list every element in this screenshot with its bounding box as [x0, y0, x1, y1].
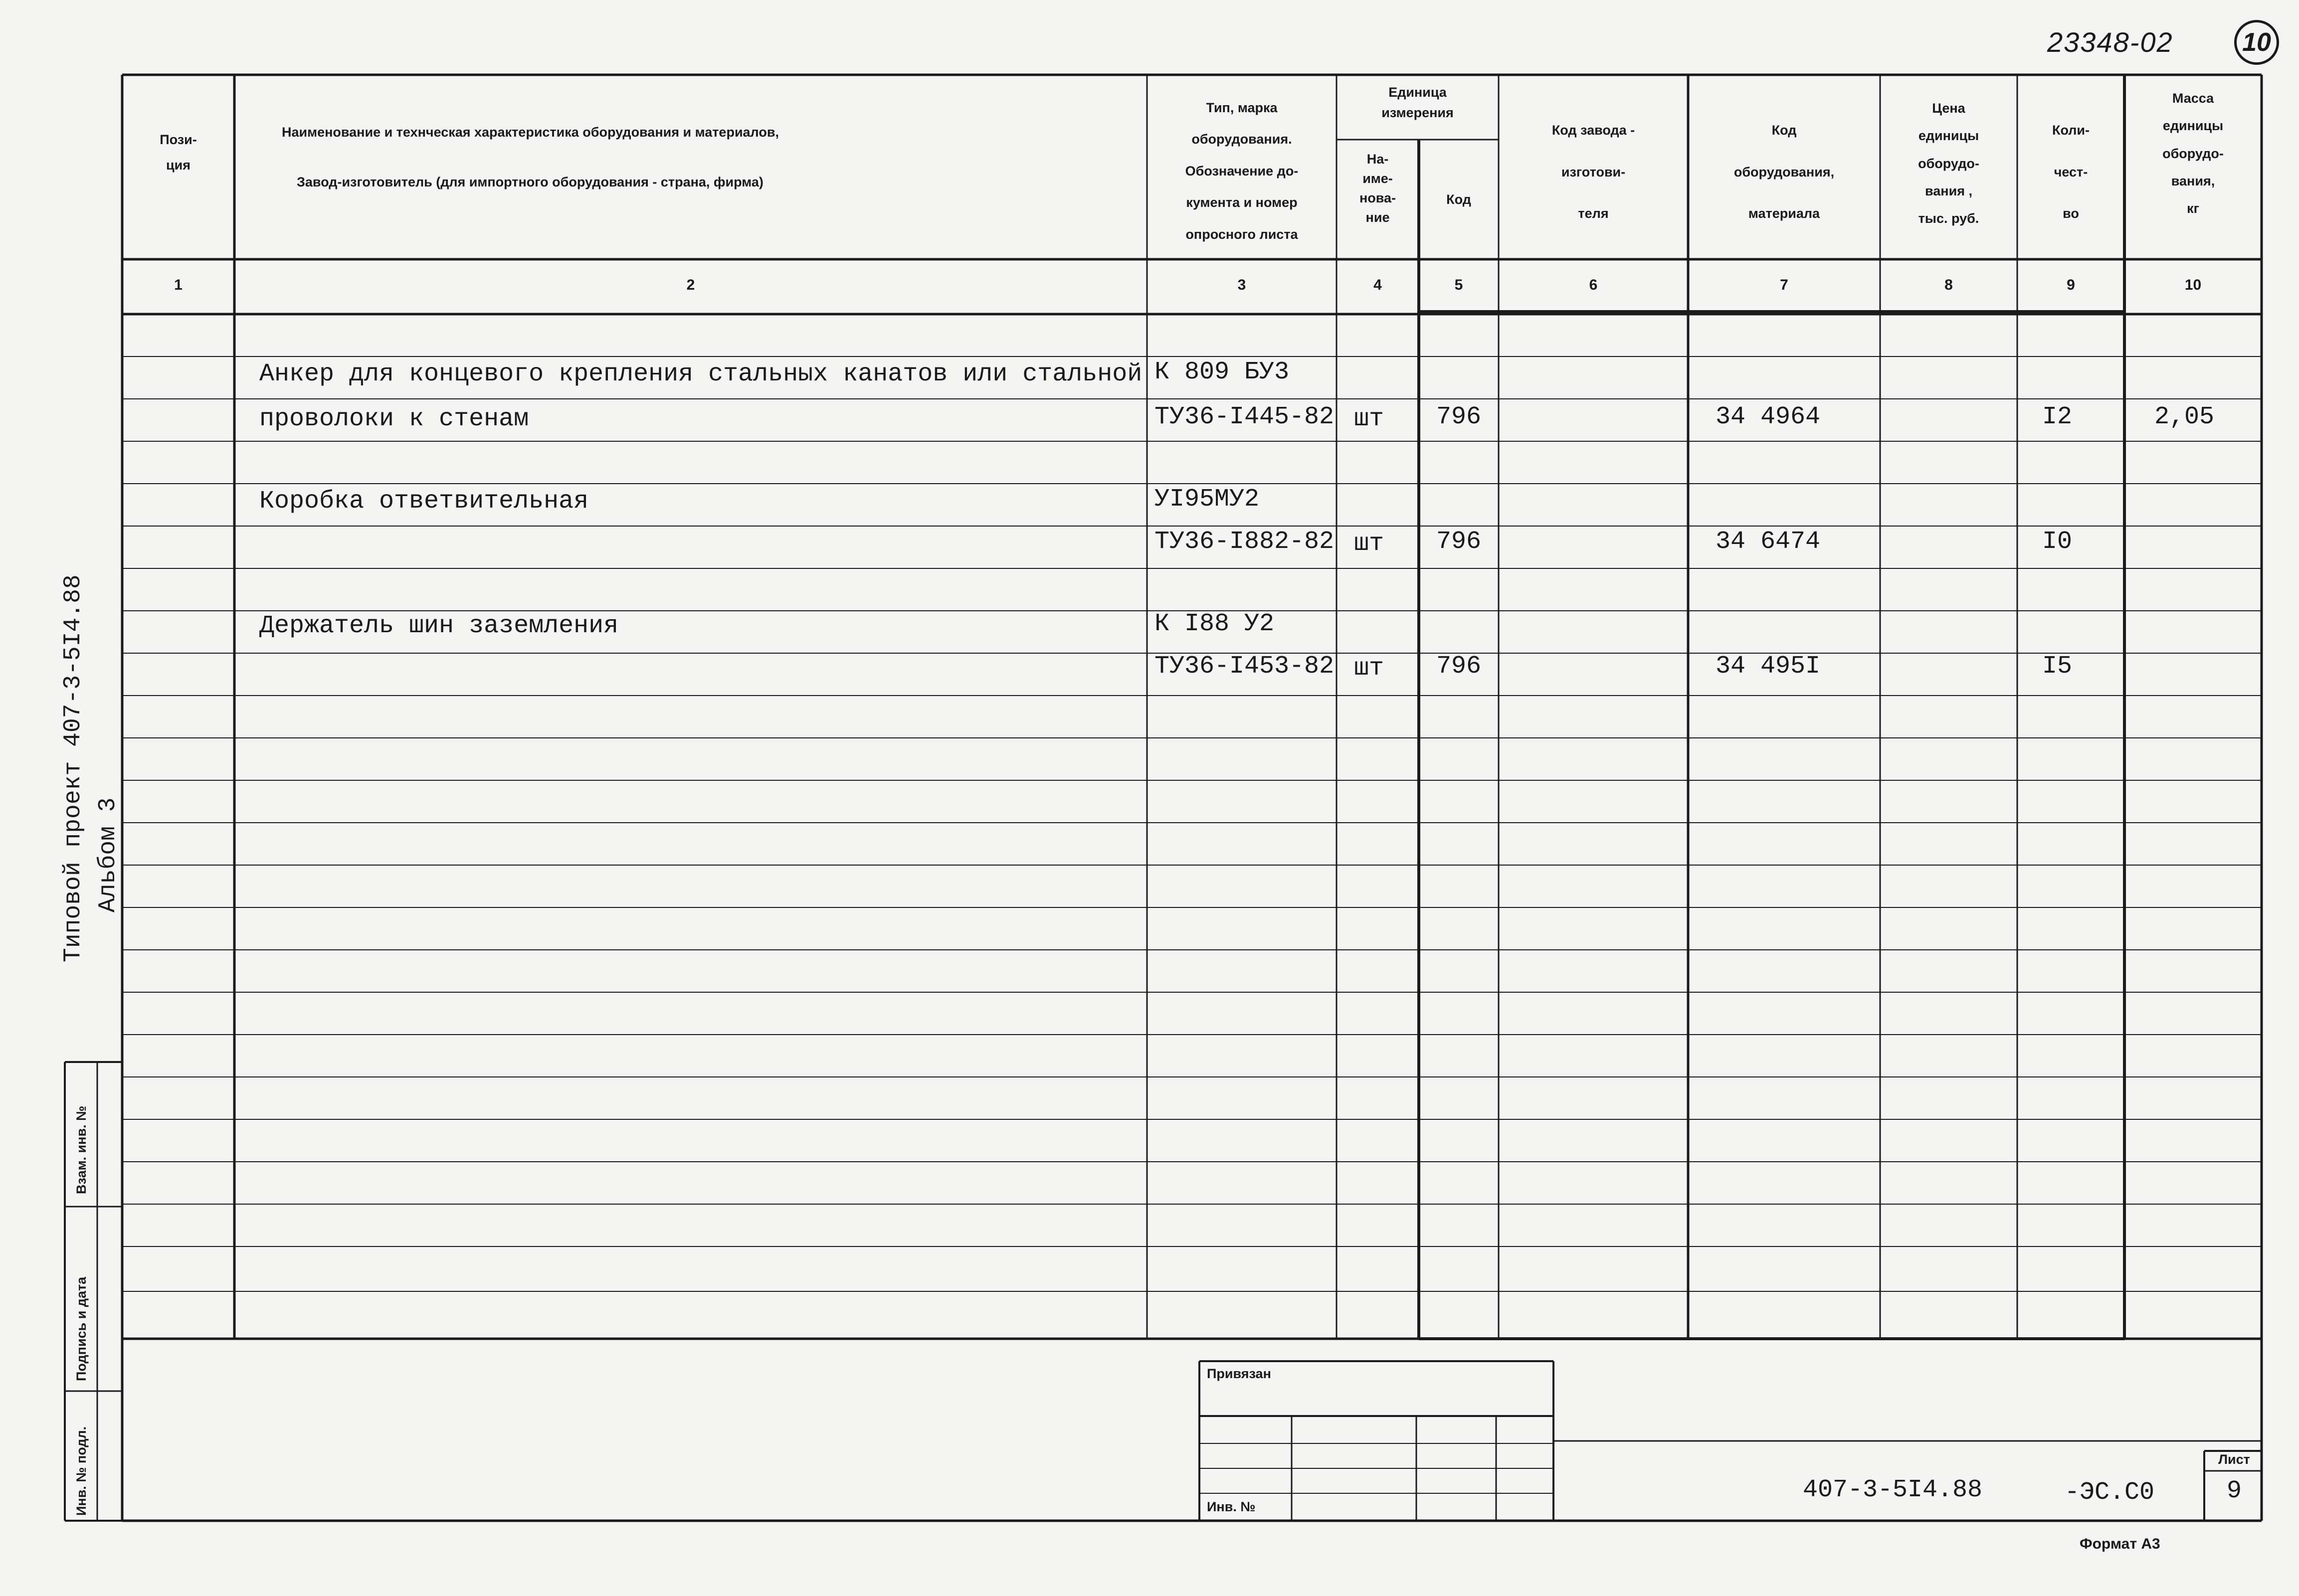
header-factory-code: Код завода - изготови- теля [1551, 123, 1635, 221]
row-anchor-mass: 2,05 [2154, 403, 2215, 431]
column-number: 2 [686, 277, 695, 293]
stamp-inv-podl: Инв. № подл. [74, 1426, 89, 1516]
header-quantity: Коли- чест- во [2052, 123, 2090, 221]
column-number: 5 [1454, 277, 1463, 293]
format-label: Формат А3 [2080, 1536, 2160, 1552]
title-doc-suffix: -ЭС.С0 [2065, 1478, 2155, 1507]
title-privyazan: Привязан [1207, 1366, 1271, 1381]
column-number: 8 [1944, 277, 1953, 293]
side-title-album: Альбом 3 [95, 797, 122, 912]
row-anchor-unit: шт [1354, 405, 1384, 433]
header-position: Пози- ция [160, 132, 197, 173]
header-unit-code: Код [1446, 192, 1471, 207]
header-price: Цена единицы оборудо- вания , тыс. руб. [1918, 101, 1979, 226]
row-anchor-name-cont: проволоки к стенам [259, 405, 529, 433]
row-anchor-quantity: I2 [2042, 403, 2073, 431]
row-holder-name: Держатель шин заземления [259, 612, 619, 640]
stamp-vzam-inv: Взам. инв. № [74, 1105, 89, 1194]
title-inv-no: Инв. № [1207, 1499, 1256, 1514]
document-number: 23348-02 [2047, 26, 2173, 58]
row-holder-spec: ТУ36-I453-82 [1154, 652, 1335, 681]
column-number: 6 [1589, 277, 1598, 293]
row-box-type: УI95МУ2 [1154, 485, 1260, 514]
row-holder-quantity: I5 [2042, 652, 2073, 681]
column-number: 4 [1373, 277, 1382, 293]
row-anchor-code: 796 [1436, 403, 1482, 431]
header-unit-name: На- име- нова- ние [1359, 152, 1396, 225]
row-box-equipment-code: 34 6474 [1716, 528, 1821, 556]
header-name-line2: Завод-изготовитель (для импортного оборудования - страна, фирма) [297, 175, 764, 189]
side-title-project: Типовой проект 407-3-5I4.88 [60, 574, 87, 962]
row-anchor-type: К 809 БУ3 [1154, 358, 1290, 386]
row-holder-type: К I88 У2 [1154, 610, 1275, 638]
header-equipment-code: Код оборудования, материала [1733, 123, 1835, 221]
column-number: 1 [174, 277, 183, 293]
row-holder-code: 796 [1436, 652, 1482, 681]
title-doc-code: 407-3-5I4.88 [1803, 1476, 1983, 1504]
header-type: Тип, марка оборудования. Обозначение до- кумента и номер опросного листа [1185, 100, 1299, 242]
column-number: 3 [1237, 277, 1246, 293]
title-sheet-label: Лист [2218, 1452, 2250, 1467]
header-mass: Масса единицы оборудо- вания, кг [2162, 91, 2224, 216]
row-box-spec: ТУ36-I882-82 [1154, 528, 1335, 556]
row-anchor-name: Анкер для концевого крепления стальных канатов или стальной [259, 360, 1143, 388]
header-name-line1: Наименование и технческая характеристика оборудования и материалов, [282, 125, 779, 140]
row-holder-unit: шт [1354, 654, 1384, 683]
header-unit-group: Единица измерения [1381, 85, 1454, 120]
stamp-podpis-data: Подпись и дата [74, 1276, 89, 1381]
row-anchor-spec: ТУ36-I445-82 [1154, 403, 1335, 431]
title-sheet-value: 9 [2226, 1477, 2242, 1505]
row-anchor-equipment-code: 34 4964 [1716, 403, 1821, 431]
column-number: 10 [2184, 277, 2202, 293]
row-box-quantity: I0 [2042, 528, 2073, 556]
sheet-number-circle: 10 [2234, 20, 2279, 65]
row-holder-equipment-code: 34 495I [1716, 652, 1821, 681]
row-box-code: 796 [1436, 528, 1482, 556]
column-number: 7 [1780, 277, 1788, 293]
row-box-name: Коробка ответвительная [259, 487, 589, 516]
row-box-unit: шт [1354, 530, 1384, 558]
column-number: 9 [2067, 277, 2075, 293]
